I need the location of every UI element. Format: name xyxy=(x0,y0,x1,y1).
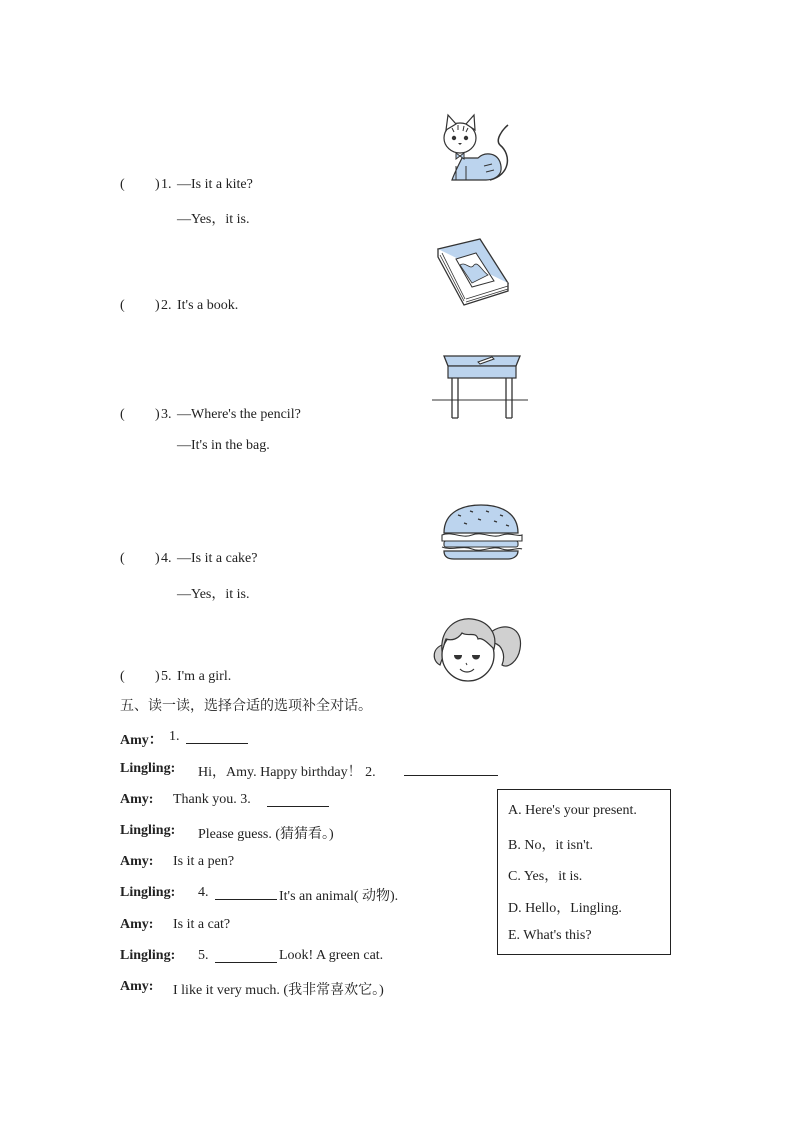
question-text: I'm a girl. xyxy=(177,669,232,684)
speaker-lingling: Lingling: xyxy=(120,823,176,838)
answer-blank[interactable] xyxy=(404,761,498,776)
option-b: B. No，it isn't. xyxy=(508,838,593,853)
question-text: —Is it a kite? xyxy=(177,177,253,192)
dialogue-line: I like it very much. (我非常喜欢它。) xyxy=(173,983,384,998)
book-picture xyxy=(436,237,510,305)
dialogue-line: Is it a cat? xyxy=(173,917,231,932)
dialogue-line-rest: Look! A green cat. xyxy=(279,948,384,963)
question-number: 4. xyxy=(161,551,172,566)
answer-paren-open: ( xyxy=(120,669,125,684)
answer-blank[interactable] xyxy=(267,792,329,807)
answer-paren-close: ) xyxy=(155,407,160,422)
answer-paren-open: ( xyxy=(120,298,125,313)
answer-blank[interactable] xyxy=(215,885,277,900)
option-e: E. What's this? xyxy=(508,928,592,943)
speaker-lingling: Lingling: xyxy=(120,948,176,963)
question-number: 5. xyxy=(161,669,172,684)
answer-text: —It's in the bag. xyxy=(177,438,270,453)
speaker-amy: Amy: xyxy=(120,792,154,807)
speaker-amy: Amy： xyxy=(120,733,163,748)
answer-paren-close: ) xyxy=(155,551,160,566)
answer-paren-open: ( xyxy=(120,407,125,422)
answer-paren-close: ) xyxy=(155,298,160,313)
dialogue-line: 4. xyxy=(198,885,209,900)
question-number: 1. xyxy=(161,177,172,192)
dialogue-line-rest: It's an animal( 动物). xyxy=(279,889,399,904)
speaker-amy: Amy: xyxy=(120,917,154,932)
dialogue-line: Hi，Amy. Happy birthday！ 2. xyxy=(198,765,376,780)
question-text: It's a book. xyxy=(177,298,239,313)
section-5-heading: 五、读一读，选择合适的选项补全对话。 xyxy=(120,698,372,714)
speaker-amy: Amy: xyxy=(120,854,154,869)
question-text: —Where's the pencil? xyxy=(177,407,301,422)
hamburger-picture xyxy=(438,503,524,561)
answer-text: —Yes，it is. xyxy=(177,587,250,602)
cat-picture xyxy=(440,110,515,185)
answer-paren-close: ) xyxy=(155,669,160,684)
answer-paren-close: ) xyxy=(155,177,160,192)
answer-text: —Yes，it is. xyxy=(177,212,250,227)
dialogue-line: Is it a pen? xyxy=(173,854,235,869)
answer-paren-open: ( xyxy=(120,177,125,192)
question-number: 2. xyxy=(161,298,172,313)
question-number: 3. xyxy=(161,407,172,422)
speaker-lingling: Lingling: xyxy=(120,885,176,900)
dialogue-line: 5. xyxy=(198,948,209,963)
dialogue-line: Please guess. (猜猜看。) xyxy=(198,827,334,842)
option-d: D. Hello，Lingling. xyxy=(508,901,622,916)
speaker-lingling: Lingling: xyxy=(120,761,176,776)
answer-blank[interactable] xyxy=(215,948,277,963)
answer-blank[interactable] xyxy=(186,729,248,744)
desk-with-pencil-picture xyxy=(432,352,528,420)
option-a: A. Here's your present. xyxy=(508,803,637,818)
option-c: C. Yes，it is. xyxy=(508,869,583,884)
question-text: —Is it a cake? xyxy=(177,551,258,566)
answer-paren-open: ( xyxy=(120,551,125,566)
speaker-amy: Amy: xyxy=(120,979,154,994)
dialogue-line: Thank you. 3. xyxy=(173,792,251,807)
dialogue-line: 1. xyxy=(169,729,180,744)
girl-face-picture xyxy=(432,615,524,683)
options-box xyxy=(497,789,671,955)
